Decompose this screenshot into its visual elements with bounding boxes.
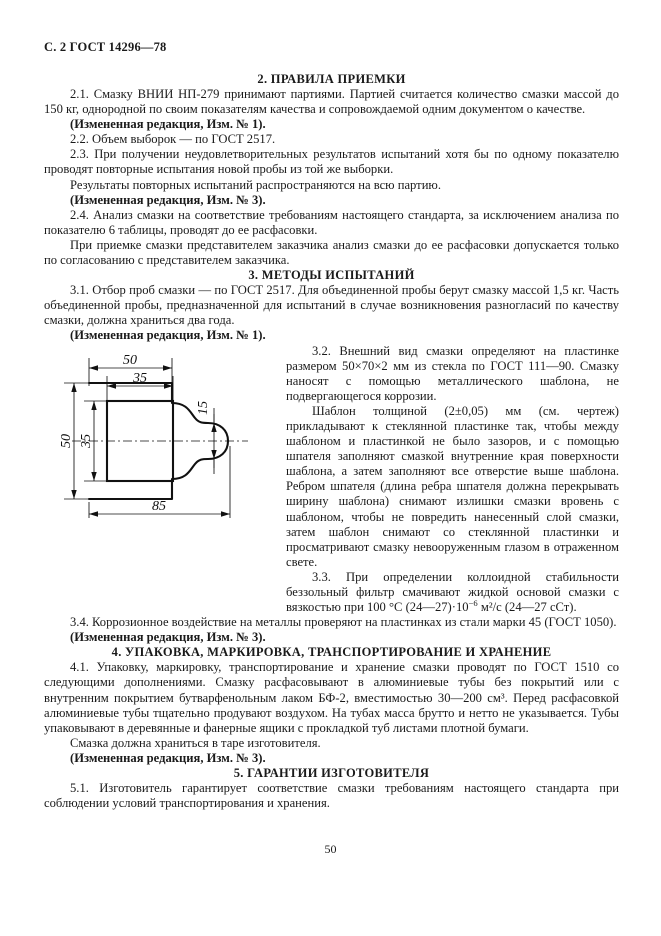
section-title-2: 2. ПРАВИЛА ПРИЕМКИ bbox=[257, 72, 406, 86]
dim-total-length: 85 bbox=[152, 498, 166, 514]
paragraph-3-3 bbox=[286, 570, 619, 615]
paragraph-2-4: 2.4. Анализ смазки на соответствие требованиям настоящего стандарта, за исключением анализа по показателю 6 таблицы, проводят до ее расфасовки. bbox=[44, 207, 619, 237]
template-drawing-svg bbox=[44, 346, 276, 518]
dim-left-outer: 50 bbox=[59, 433, 74, 448]
dim-top-outer: 50 bbox=[123, 352, 137, 368]
paragraph-2-1: 2.1. Смазку ВНИИ НП-279 принимают партиями. Партией считается количество смазки массой до 150 кг, однородной по своим показателям качества и сопровождаемой одним документом о качестве. bbox=[44, 87, 619, 117]
revision-note-1: (Измененная редакция, Изм. № 1). bbox=[70, 117, 266, 132]
section-title-5: 5. ГАРАНТИИ ИЗГОТОВИТЕЛЯ bbox=[233, 766, 430, 781]
paragraph-3-3-exponent: −6 bbox=[468, 597, 478, 608]
figure-template-drawing bbox=[44, 346, 276, 518]
paragraph-3-2b: Шаблон толщиной (2±0,05) мм (см. чертеж) прикладывают к стеклянной пластинке так, чтобы между шаблоном и пластинкой не было зазоров, и с помощью шпателя заполняют смазкой внутренние края поверхности шаблона, а затем заполняют все отверстие выше шаблона. Ребром шпателя (длина ребра шпателя должна перекрывать ширину шаблона) снимают излишки смазки вровень с шаблоном, чтобы не повредить нанесенный слой смазки, затем шаблон снимают со стеклянной пластинки и просматривают смазку невооруженным глазом в отраженном свете. bbox=[286, 403, 619, 569]
paragraph-3-3-tail: м²/с (24—27 сСт). bbox=[477, 600, 577, 615]
revision-note-4: (Измененная редакция, Изм. № 3). bbox=[70, 630, 266, 645]
running-head: С. 2 ГОСТ 14296—78 bbox=[44, 40, 167, 54]
revision-note-5: (Измененная редакция, Изм. № 3). bbox=[70, 750, 266, 765]
paragraph-3-4: 3.4. Коррозионное воздействие на металлы проверяют на пластинках из стали марки 45 (ГОСТ 1050). bbox=[70, 615, 617, 630]
paragraph-2-4b: При приемке смазки представителем заказчика анализ смазки до ее расфасовки допускается только по согласованию с представителем заказчика. bbox=[44, 237, 619, 268]
section-title-4: 4. УПАКОВКА, МАРКИРОВКА, ТРАНСПОРТИРОВАНИЕ И ХРАНЕНИЕ bbox=[111, 645, 552, 660]
paragraph-3-3-lead: 3.3. При определении коллоидной стабильности беззольный фильтр смачивают жидкой основой смазки с вязкостью при 100 °С (24—27)·10 bbox=[286, 569, 619, 615]
figure-flow-text bbox=[286, 344, 619, 616]
page-content bbox=[44, 72, 619, 811]
paragraph-3-2: 3.2. Внешний вид смазки определяют на пластинке размером 50×70×2 мм из стекла по ГОСТ 111—90. Смазку наносят с помощью металлического шаблона, не подвергающегося коррозии. bbox=[286, 343, 619, 403]
paragraph-4-1: 4.1. Упаковку, маркировку, транспортирование и хранение смазки проводят по ГОСТ 1510 со следующими дополнениями. Смазку расфасовывают в алюминиевые тубы без покрытий или с внутренним покрытием бутварфенольным лаком БФ-2, вместимостью 30—200 см³. Перед расфасовкой алюминиевые тубы тщательно продувают воздухом. На тубах масса брутто и нетто не указывается. Тубы упаковывают в деревянные и фанерные ящики с прокладкой туб листами плотной бумаги. bbox=[44, 660, 619, 735]
section-title-3: 3. МЕТОДЫ ИСПЫТАНИЙ bbox=[248, 268, 415, 283]
revision-note-2: (Измененная редакция, Изм. № 3). bbox=[70, 192, 266, 207]
paragraph-2-3b: Результаты повторных испытаний распространяются на всю партию. bbox=[70, 177, 441, 192]
dim-left-inner: 35 bbox=[79, 433, 94, 448]
paragraph-5-1: 5.1. Изготовитель гарантирует соответствие смазки требованиям настоящего стандарта при соблюдении условий транспортирования и хранения. bbox=[44, 781, 619, 811]
revision-note-3: (Измененная редакция, Изм. № 1). bbox=[70, 328, 266, 343]
paragraph-4-1b: Смазка должна храниться в таре изготовителя. bbox=[70, 735, 321, 750]
dim-handle-width: 15 bbox=[196, 400, 211, 415]
paragraph-3-1: 3.1. Отбор проб смазки — по ГОСТ 2517. Для объединенной пробы берут смазку массой 1,5 кг. Часть объединенной пробы, предназначенной для испытаний в случае возникновения разногласий по качеству смазки, должна храниться два года. bbox=[44, 283, 619, 328]
page-number: 50 bbox=[324, 842, 337, 856]
dim-top-inner: 35 bbox=[133, 370, 147, 386]
paragraph-2-2: 2.2. Объем выборок — по ГОСТ 2517. bbox=[70, 132, 276, 147]
paragraph-2-3: 2.3. При получении неудовлетворительных результатов испытаний хотя бы по одному показателю проводят повторные испытания новой пробы из той же выборки. bbox=[44, 147, 619, 177]
